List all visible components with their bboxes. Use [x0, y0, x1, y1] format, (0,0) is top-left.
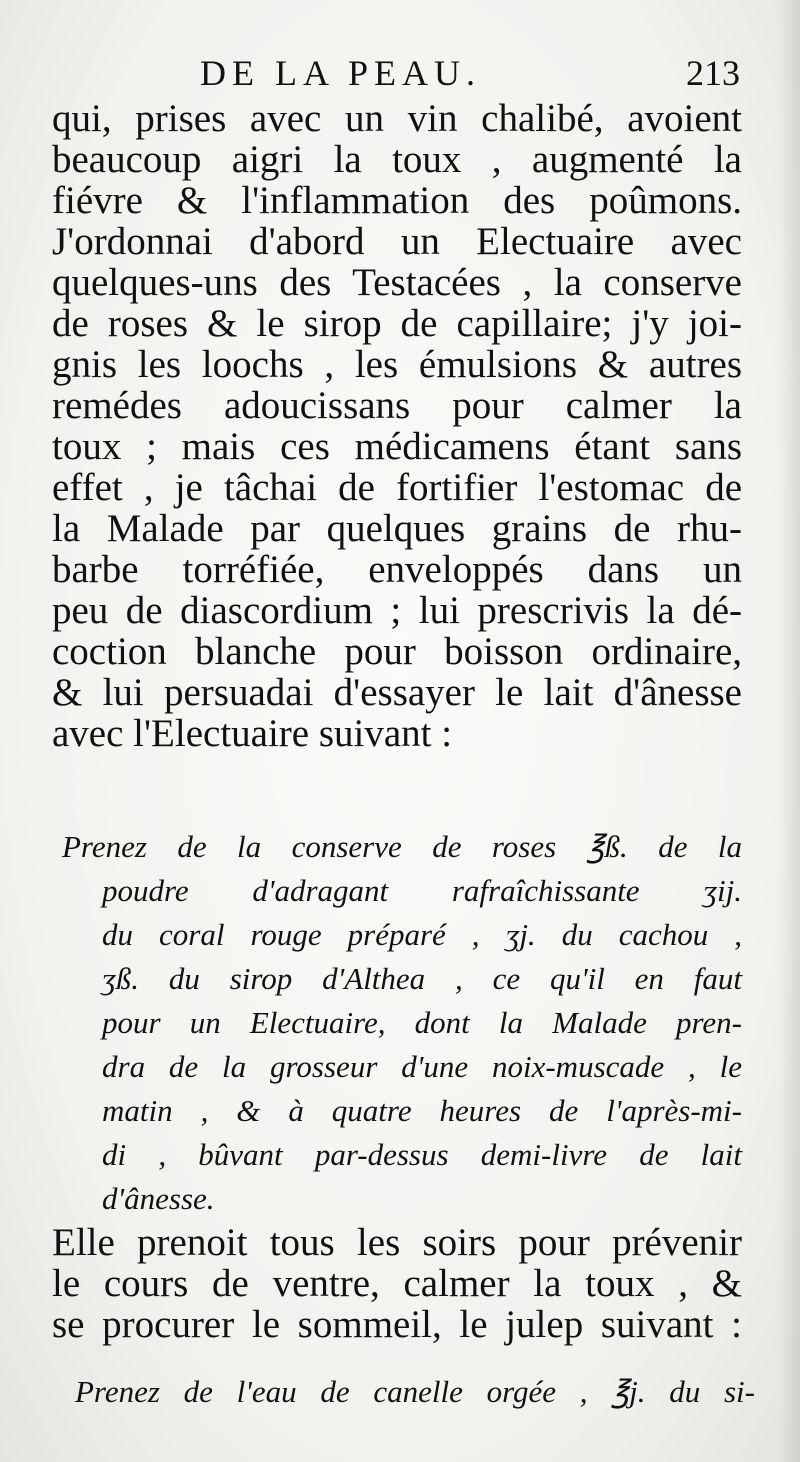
text-line: avec l'Electuaire suivant : — [52, 712, 453, 755]
recipe-line: pour un Electuaire, dont la Malade pren- — [102, 1005, 742, 1040]
text-line: quelques-uns des Testacées , la conserve — [52, 261, 742, 304]
recipe-line: dra de la grosseur d'une noix-muscade , le — [102, 1049, 742, 1084]
paragraph-1 — [52, 98, 742, 754]
recipe-1 — [62, 825, 742, 1221]
text-line: toux ; mais ces médicamens étant sans — [52, 425, 742, 468]
text-line: gnis les loochs , les émulsions & autres — [52, 343, 742, 386]
page-number: 213 — [686, 53, 740, 93]
recipe-line: poudre d'adragant rafraîchissante ʒij. — [102, 873, 742, 908]
text-line: fiévre & l'inflammation des poûmons. — [52, 179, 742, 222]
text-line: & lui persuadai d'essayer le lait d'ânesse — [52, 671, 742, 714]
running-head — [200, 52, 740, 100]
recipe-2 — [75, 1370, 755, 1414]
recipe-line: d'ânesse. — [102, 1181, 215, 1216]
text-line: qui, prises avec un vin chalibé, avoient — [52, 97, 742, 140]
text-line: barbe torréfiée, enveloppés dans un — [52, 548, 742, 591]
paragraph-2 — [52, 1222, 742, 1345]
recipe-line: ʒß. du sirop d'Althea , ce qu'il en faut — [102, 961, 742, 996]
text-line: la Malade par quelques grains de rhu- — [52, 507, 742, 550]
recipe-line: Prenez de l'eau de canelle orgée , ℥j. du si- — [75, 1374, 755, 1409]
text-line: le cours de ventre, calmer la toux , & — [52, 1262, 742, 1305]
recipe-line: Prenez de la conserve de roses ℥ß. de la — [62, 829, 742, 864]
text-line: Elle prenoit tous les soirs pour prévenir — [52, 1221, 742, 1264]
text-line: coction blanche pour boisson ordinaire, — [52, 630, 742, 673]
recipe-line: matin , & à quatre heures de l'après-mi- — [102, 1093, 742, 1128]
text-line: J'ordonnai d'abord un Electuaire avec — [52, 220, 742, 263]
text-line: se procurer le sommeil, le julep suivant : — [52, 1303, 742, 1346]
recipe-line: di , bûvant par-dessus demi-livre de lait — [102, 1137, 742, 1172]
text-line: remédes adoucissans pour calmer la — [52, 384, 742, 427]
text-line: peu de diascordium ; lui prescrivis la dé- — [52, 589, 742, 632]
text-line: effet , je tâchai de fortifier l'estomac de — [52, 466, 742, 509]
running-head-title: DE LA PEAU. — [200, 53, 481, 93]
text-line: de roses & le sirop de capillaire; j'y joi- — [52, 302, 742, 345]
recipe-line: du coral rouge préparé , ʒj. du cachou , — [102, 917, 742, 952]
text-line: beaucoup aigri la toux , augmenté la — [52, 138, 742, 181]
